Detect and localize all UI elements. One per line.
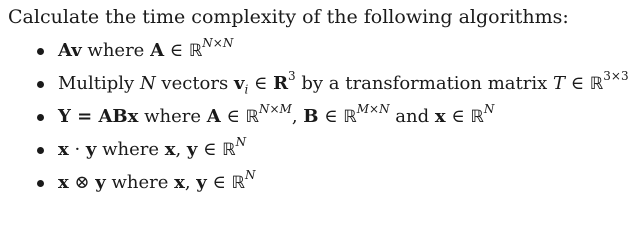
bullet-icon — [37, 180, 44, 187]
bullet-icon — [37, 81, 44, 88]
bullet-icon — [37, 114, 44, 121]
list-item: Multiply N vectors $v_i$ ∈ $R^3$ by a transformation matrix T ∈ ℝ$^{3\times 3}$ — [0, 71, 629, 104]
heading: Calculate the time complexity of the following algorithms: — [8, 6, 569, 28]
bullet-icon — [37, 48, 44, 55]
list-item: x · y where x, y ∈ ℝ$^N$ — [0, 137, 629, 170]
list-item: Y = ABx where A ∈ ℝ$^{N\times M}$, B ∈ ℝ$^{M\times N}$ and x ∈ ℝ$^N$ — [0, 104, 629, 137]
algorithm-list — [0, 38, 629, 203]
bullet-icon — [37, 147, 44, 154]
list-item: x ⊗ y where x, y ∈ ℝ$^N$ — [0, 170, 629, 203]
list-item: Av where A ∈ ℝ$^{N\times N}$ — [0, 38, 629, 71]
